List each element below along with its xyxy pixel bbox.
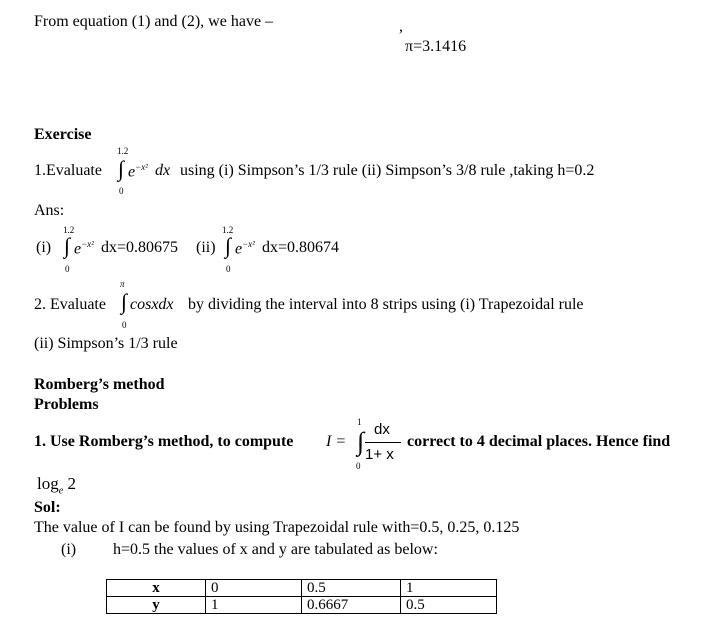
ans-part2-upper: 1.2 <box>222 225 234 235</box>
q2-line2: (ii) Simpson’s 1/3 rule <box>34 335 178 352</box>
romberg-q1-denominator: 1+ x <box>365 446 394 463</box>
problems-heading: Problems <box>34 396 99 413</box>
q1-exponent: −x² <box>135 162 148 172</box>
pi-value: π=3.1416 <box>405 38 467 55</box>
q1-prefix: 1.Evaluate <box>34 162 102 179</box>
log-arg: 2 <box>67 474 76 493</box>
ans-part2-result: dx=0.80674 <box>262 239 340 256</box>
step-text: h=0.5 the values of x and y are tabulated as below: <box>113 541 438 558</box>
romberg-q1-lower: 0 <box>356 461 361 471</box>
romberg-q1-numerator: dx <box>374 421 390 438</box>
from-equation-text: From equation (1) and (2), we have – <box>34 13 274 30</box>
q1-lower-limit: 0 <box>119 186 124 196</box>
q1-upper-limit: 1.2 <box>117 146 129 156</box>
q2-lower-limit: 0 <box>122 320 127 330</box>
ans-label: Ans: <box>34 202 65 219</box>
ans-part1-exponent: −x² <box>81 239 94 249</box>
ans-part1-lower: 0 <box>65 264 70 274</box>
q1-integrand <box>128 162 148 181</box>
row-label-y: y <box>107 597 206 614</box>
table-cell: 1 <box>206 597 302 614</box>
table-cell: 0.5 <box>302 580 401 597</box>
romberg-q1-lhs: I = <box>326 433 347 450</box>
romberg-q1-upper: 1 <box>357 417 362 427</box>
log-text: log <box>37 474 59 493</box>
table-row <box>107 597 497 614</box>
log-expression <box>37 474 76 496</box>
romberg-q1-suffix: correct to 4 decimal places. Hence find <box>407 433 671 450</box>
log-base: e <box>58 485 64 497</box>
step-label: (i) <box>61 541 77 558</box>
ans-part2-lower: 0 <box>226 264 231 274</box>
row-label-x: x <box>107 580 206 597</box>
ans-part2-base: e <box>235 240 243 258</box>
table-row <box>107 580 497 597</box>
q2-text: by dividing the interval into 8 strips using (i) Trapezoidal rule <box>188 296 584 313</box>
ans-part1-label: (i) <box>36 239 52 256</box>
q1-dx: dx <box>155 162 171 179</box>
values-table <box>106 579 497 614</box>
comma-mark: , <box>399 18 403 35</box>
table-cell: 0.6667 <box>302 597 401 614</box>
q1-integral-sign: ∫ <box>118 156 125 181</box>
ans-part2-integral-sign: ∫ <box>225 233 232 258</box>
ans-part2-exponent: −x² <box>242 239 255 249</box>
romberg-q1-prefix: 1. Use Romberg’s method, to compute <box>34 433 294 450</box>
q2-upper-limit: π <box>120 279 125 289</box>
ans-part2-label: (ii) <box>196 239 216 256</box>
q2-integral-sign: ∫ <box>121 289 128 314</box>
ans-part1-result: dx=0.80675 <box>101 239 179 256</box>
q1-text: using (i) Simpson’s 1/3 rule (ii) Simpson’s 3/8 rule ,taking h=0.2 <box>180 162 595 179</box>
table-cell: 0 <box>206 580 302 597</box>
ans-part2-integrand <box>235 239 255 258</box>
q2-prefix: 2. Evaluate <box>34 296 106 313</box>
romberg-q1-integral-sign: ∫ <box>357 427 365 456</box>
ans-part1-upper: 1.2 <box>63 225 75 235</box>
ans-part1-base: e <box>74 240 82 258</box>
table-cell: 0.5 <box>401 597 497 614</box>
ans-part1-integrand <box>74 239 94 258</box>
sol-label: Sol: <box>34 499 61 516</box>
q1-integrand-base: e <box>128 163 136 181</box>
q2-integrand: cosxdx <box>130 296 174 313</box>
sol-line: The value of I can be found by using Trapezoidal rule with=0.5, 0.25, 0.125 <box>34 519 520 536</box>
fraction-bar <box>365 442 401 443</box>
table-cell: 1 <box>401 580 497 597</box>
romberg-heading: Romberg’s method <box>34 376 165 393</box>
ans-part1-integral-sign: ∫ <box>64 233 71 258</box>
exercise-heading: Exercise <box>34 126 92 143</box>
